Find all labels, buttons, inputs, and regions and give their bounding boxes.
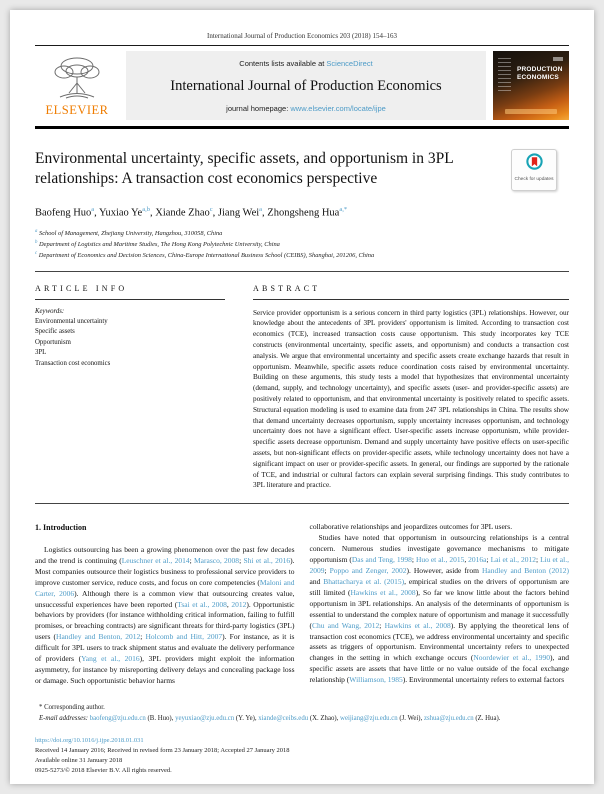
- citation-link[interactable]: Hawkins et al., 2008: [350, 587, 416, 597]
- citation-link[interactable]: Das and Teng, 1998: [351, 554, 412, 564]
- corresponding-author-note: * Corresponding author.: [39, 704, 105, 712]
- article-info-heading: ARTICLE INFO: [35, 283, 128, 293]
- journal-header: [35, 51, 569, 120]
- journal-homepage-line: journal homepage: www.elsevier.com/locate/ijpe: [226, 104, 386, 113]
- elsevier-wordmark: ELSEVIER: [45, 103, 109, 117]
- journal-reference: International Journal of Production Economics 203 (2018) 154–163: [207, 32, 397, 40]
- citation-link[interactable]: Leuschner et al., 2014: [121, 555, 190, 565]
- citation-link[interactable]: Chu and Wang, 2012: [312, 620, 380, 630]
- email-link[interactable]: yeyuxiao@zju.edu.cn: [175, 714, 235, 722]
- contents-list-line: Contents lists available at ScienceDirect: [239, 59, 373, 68]
- divider: [35, 45, 569, 46]
- divider-thick: [35, 126, 569, 129]
- intro-paragraph-1: Logistics outsourcing has been a growing phenomenon over the past few decades and the trend is continuing (Leuschner et al., 2014; Marasco, 2008; Shi et al., 2016). Most companies outsource their logistics business to professional service providers to improve customer service, reduce costs, and focus on core competencies (Maloni and Carter, 2006). Although there is a common view that outsourcing creates value, unsuccessful experiences have been reported (Tsai et al., 2008, 2012). Opportunistic behaviors by providers (for instance withholding critical information, failing to fulfill promises, or breaching contracts) are significant threats for third-party logistics (3PL) users (Handley and Benton, 2012; Holcomb and Hitt, 2007). For instance, as it is difficult for 3PL users to track shipment status and evaluate the delivery performance of providers (Yang et al., 2016), 3PL providers might exploit the information asymmetry, for instance by misreporting delivery delays and concealing package loss or damage. Such opportunistic behavior harms: [35, 544, 295, 686]
- affiliation-b: $^b$ Department of Logistics and Maritime Studies, The Hong Kong Polytechnic University, China: [35, 239, 280, 248]
- footnote: [35, 703, 569, 724]
- citation-link[interactable]: Noordewier et al., 1990: [473, 653, 551, 663]
- email-addresses-label: E-mail addresses:: [39, 714, 89, 722]
- article-history-block: [35, 736, 569, 776]
- article-info-column: [35, 284, 225, 492]
- elsevier-tree-icon: [48, 54, 106, 102]
- citation-link[interactable]: Poppo and Zenger, 2002: [329, 565, 407, 575]
- cover-title: PRODUCTION ECONOMICS: [517, 66, 563, 81]
- citation-link[interactable]: Marasco, 2008: [194, 555, 240, 565]
- section-heading-introduction: 1. Introduction: [35, 523, 87, 533]
- superscript: a,b: [142, 206, 150, 213]
- citation-link[interactable]: Yang et al., 2016: [81, 654, 140, 664]
- email-link[interactable]: xiande@ceibs.edu: [258, 714, 309, 722]
- citation-link[interactable]: Lai et al., 2012: [490, 554, 537, 564]
- received-dates: Received 14 January 2016; Received in revised form 23 January 2018; Accepted 27 January 2018: [35, 747, 290, 755]
- keywords-label: Keywords:: [35, 307, 65, 315]
- affiliation-a: $^a$ School of Management, Zhejiang University, Hangzhou, 310058, China: [35, 228, 223, 237]
- divider: [35, 503, 569, 504]
- affiliation-c: $^c$ Department of Economics and Decision Sciences, China-Europe International Business School (CEIBS), Shanghai, 201206, China: [35, 251, 375, 260]
- homepage-link[interactable]: www.elsevier.com/locate/ijpe: [290, 104, 386, 113]
- abstract-heading: ABSTRACT: [253, 283, 321, 293]
- email-addresses-line: [35, 714, 569, 725]
- keyword: Transaction cost economics: [35, 359, 111, 367]
- superscript: b: [35, 239, 38, 245]
- cover-editor-lines: [498, 58, 511, 92]
- citation-link[interactable]: Handley and Benton (2012): [482, 565, 569, 575]
- citation-link[interactable]: 2016a: [468, 554, 487, 564]
- issn-copyright: 0925-5273/© 2018 Elsevier B.V. All rights reserved.: [35, 767, 172, 775]
- cover-bottom-band: [505, 109, 557, 114]
- doi-link[interactable]: https://doi.org/10.1016/j.ijpe.2018.01.031: [35, 737, 144, 745]
- citation-link[interactable]: 2012: [231, 599, 247, 609]
- citation-link[interactable]: Handley and Benton, 2012: [56, 632, 141, 642]
- superscript: c: [209, 206, 213, 213]
- cover-mark: [553, 57, 563, 61]
- intro-paragraph-2: Studies have noted that opportunism in outsourcing relationships is a central concern. Numerous studies investigate governance mechanisms to mitigate opportunism (Das and Teng, 1998; Huo et al., 2015, 2016a; Lai et al., 2012; Liu et al., 2009; Poppo and Zenger, 2002). However, aside from Handley and Benton (2012) and Bhattacharya et al. (2015), empirical studies on the drivers of opportunism are still limited (Hawkins et al., 2008), So far we know little about the factors behind opportunism in 3PL relationships. An analysis of the determinants of opportunism is essential to understand the complex nature of opportunism and manage it successfully (Chu and Wang, 2012; Hawkins et al., 2008). By applying the theoretical lens of transaction cost economics (TCE), we address environmental uncertainty and specific assets as triggers of opportunism. Environmental uncertainty refers to unexpected changes in the setting in which exchange occurs (Noordewier et al., 1990), and specific assets are assets that have little or no value outside of the focal exchange relationship (Williamson, 1985). Environmental uncertainty refers to external factors: [309, 533, 569, 685]
- email-link[interactable]: baofeng@zju.edu.cn: [89, 714, 146, 722]
- author-list: Baofeng Huo$^a$, Yuxiao Ye$^{a,b}$, Xiande Zhao$^c$, Jiang Wei$^a$, Zhongsheng Hua$^{a,*}$: [35, 206, 348, 219]
- email-links: baofeng@zju.edu.cn (B. Huo), yeyuxiao@zju.edu.cn (Y. Ye), xiande@ceibs.edu (X. Zhao), weijiang@zju.edu.cn (J. Wei), zshua@zju.edu.cn (Z. Hua).: [89, 714, 501, 722]
- abstract-column: [253, 284, 569, 492]
- check-updates-icon: [525, 159, 544, 176]
- citation-link[interactable]: Huo et al., 2015: [415, 554, 465, 564]
- check-for-updates-badge[interactable]: [511, 149, 557, 191]
- keyword: Specific assets: [35, 328, 75, 336]
- superscript: c: [35, 251, 38, 257]
- journal-title: International Journal of Production Economics: [170, 78, 442, 94]
- superscript: a: [91, 206, 95, 213]
- intro-paragraph-1-continued: collaborative relationships and jeopardizes outcomes for 3PL users.: [309, 522, 513, 532]
- keyword: 3PL: [35, 349, 47, 357]
- divider: [35, 299, 225, 300]
- email-link[interactable]: weijiang@zju.edu.cn: [340, 714, 398, 722]
- journal-masthead-box: [126, 51, 486, 120]
- check-updates-label: Check for updates: [514, 177, 554, 182]
- paper-page: [10, 10, 594, 784]
- elsevier-logo: [35, 51, 119, 120]
- body-right-column: [310, 522, 570, 687]
- citation-link[interactable]: Tsai et al., 2008: [177, 599, 227, 609]
- superscript: a: [259, 206, 263, 213]
- citation-link[interactable]: Maloni and Carter, 2006: [35, 577, 295, 598]
- citation-link[interactable]: Holcomb and Hitt, 2007: [145, 632, 223, 642]
- keyword: Environmental uncertainty: [35, 317, 108, 325]
- body-left-column: [35, 522, 295, 687]
- sciencedirect-link[interactable]: ScienceDirect: [326, 59, 373, 68]
- citation-link[interactable]: Bhattacharya et al. (2015): [323, 576, 405, 586]
- article-title: Environmental uncertainty, specific assets, and opportunism in 3PL relationships: A transaction cost economics perspective: [35, 150, 454, 188]
- affiliations: [35, 228, 569, 262]
- divider: [253, 299, 569, 300]
- superscript: a: [35, 228, 38, 234]
- keyword: Opportunism: [35, 338, 71, 346]
- email-link[interactable]: zshua@zju.edu.cn: [423, 714, 474, 722]
- journal-cover-thumbnail[interactable]: [493, 51, 569, 120]
- available-online: Available online 31 January 2018: [35, 757, 123, 765]
- citation-link[interactable]: Liu et al., 2009: [309, 554, 569, 575]
- abstract-text: Service provider opportunism is a serious concern in third party logistics (3PL) relationships. However, our knowledge about the antecedents of 3PL providers' opportunism is limited. According to transaction cost economics (TCE), increased transaction costs cause opportunism. This study incorporates key TCE constructs (environmental uncertainty, specific assets, and opportunism) and conducts a transaction cost analysis. We argue that environmental uncertainty and specific assets create exchange hazards that result in opportunism. Meanwhile, specific assets reduce coordination costs raised by environmental uncertainty. Building on these arguments, this study tests a model that hypothesizes that environmental uncertainty (demand, supply, and technology uncertainty), and specific assets (user- and provider-specific assets) are positively related to opportunism, and that environmental uncertainty is positively related to specific assets. Structural equation modeling is used to examine data from 247 3PL relationships in China. The results show that demand uncertainty decreases opportunism, supply uncertainty increases opportunism, and technology uncertainty does not have a significant effect. User-specific assets increase opportunism, while provider-specific assets decrease opportunism. Demand and supply uncertainty have positive effects on user-specific assets, but non-significant effects on provider-specific assets, while technology uncertainty does not have a significant impact on user or provider-specific assets. In general, our findings are supported by the rationale of TCE, and industrial or cultural factors can explain several surprising findings. This study contributes to 3PL literature and practice.: [253, 308, 569, 490]
- citation-link[interactable]: Shi et al., 2016: [243, 555, 291, 565]
- citation-link[interactable]: Williamson, 1985: [349, 675, 403, 685]
- superscript: a,*: [339, 206, 348, 213]
- divider: [35, 271, 569, 272]
- citation-link[interactable]: Hawkins et al., 2008: [384, 620, 451, 630]
